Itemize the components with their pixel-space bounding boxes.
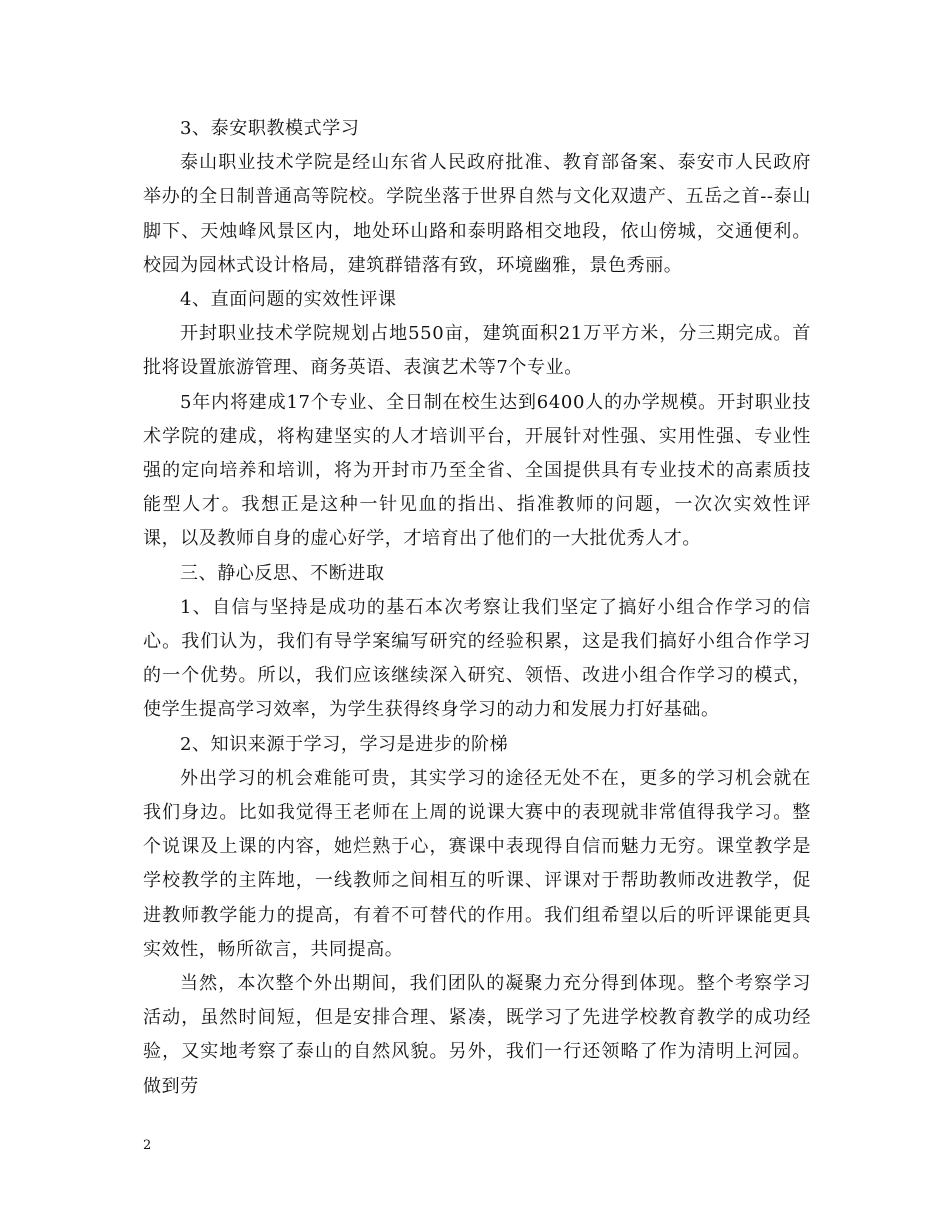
section-heading: 4、直面问题的实效性评课 bbox=[180, 289, 397, 311]
paragraph: 开封职业技术学院规划占地550亩，建筑面积21万平方米，分三期完成。首批将设置旅游管理、商务英语、表演艺术等7个专业。 bbox=[143, 323, 811, 379]
paragraph: 当然，本次整个外出期间，我们团队的凝聚力充分得到体现。整个考察学习活动，虽然时间短，但是安排合理、紧凑，既学习了先进学校教育教学的成功经验，又实地考察了泰山的自然风貌。另外，我们一行还领略了作为清明上河园。做到劳 bbox=[143, 973, 811, 1097]
section-heading: 3、泰安职教模式学习 bbox=[180, 118, 360, 139]
paragraph: 外出学习的机会难能可贵，其实学习的途径无处不在，更多的学习机会就在我们身边。比如我觉得王老师在上周的说课大赛中的表现就非常值得我学习。整个说课及上课的内容，她烂熟于心，赛课中表现得自信而魅力无穷。课堂教学是学校教学的主阵地，一线教师之间相互的听课、评课对于帮助教师改进教学，促进教师教学能力的提高，有着不可替代的作用。我们组希望以后的听评课能更具实效性，畅所欲言，共同提高。 bbox=[143, 767, 811, 960]
section-heading: 2、知识来源于学习，学习是进步的阶梯 bbox=[180, 733, 509, 755]
page-number: 2 bbox=[143, 1138, 152, 1153]
document-body bbox=[143, 112, 811, 1104]
paragraph: 泰山职业技术学院是经山东省人民政府批准、教育部备案、泰安市人民政府举办的全日制普通高等院校。学院坐落于世界自然与文化双遗产、五岳之首--泰山脚下、天烛峰风景区内，地处环山路和泰明路相交地段，依山傍城，交通便利。校园为园林式设计格局，建筑群错落有致，环境幽雅，景色秀丽。 bbox=[143, 152, 811, 276]
paragraph: 5年内将建成17个专业、全日制在校生达到6400人的办学规模。开封职业技术学院的建成，将构建坚实的人才培训平台，开展针对性强、实用性强、专业性强的定向培养和培训，将为开封市乃至全省、全国提供具有专业技术的高素质技能型人才。我想正是这种一针见血的指出、指准教师的问题，一次次实效性评课，以及教师自身的虚心好学，才培育出了他们的一大批优秀人才。 bbox=[143, 391, 811, 550]
section-heading: 三、静心反思、不断进取 bbox=[180, 562, 385, 584]
paragraph: 1、自信与坚持是成功的基石本次考察让我们坚定了搞好小组合作学习的信心。我们认为，我们有导学案编写研究的经验积累，这是我们搞好小组合作学习的一个优势。所以，我们应该继续深入研究、领悟、改进小组合作学习的模式，使学生提高学习效率，为学生获得终身学习的动力和发展力打好基础。 bbox=[143, 596, 811, 721]
